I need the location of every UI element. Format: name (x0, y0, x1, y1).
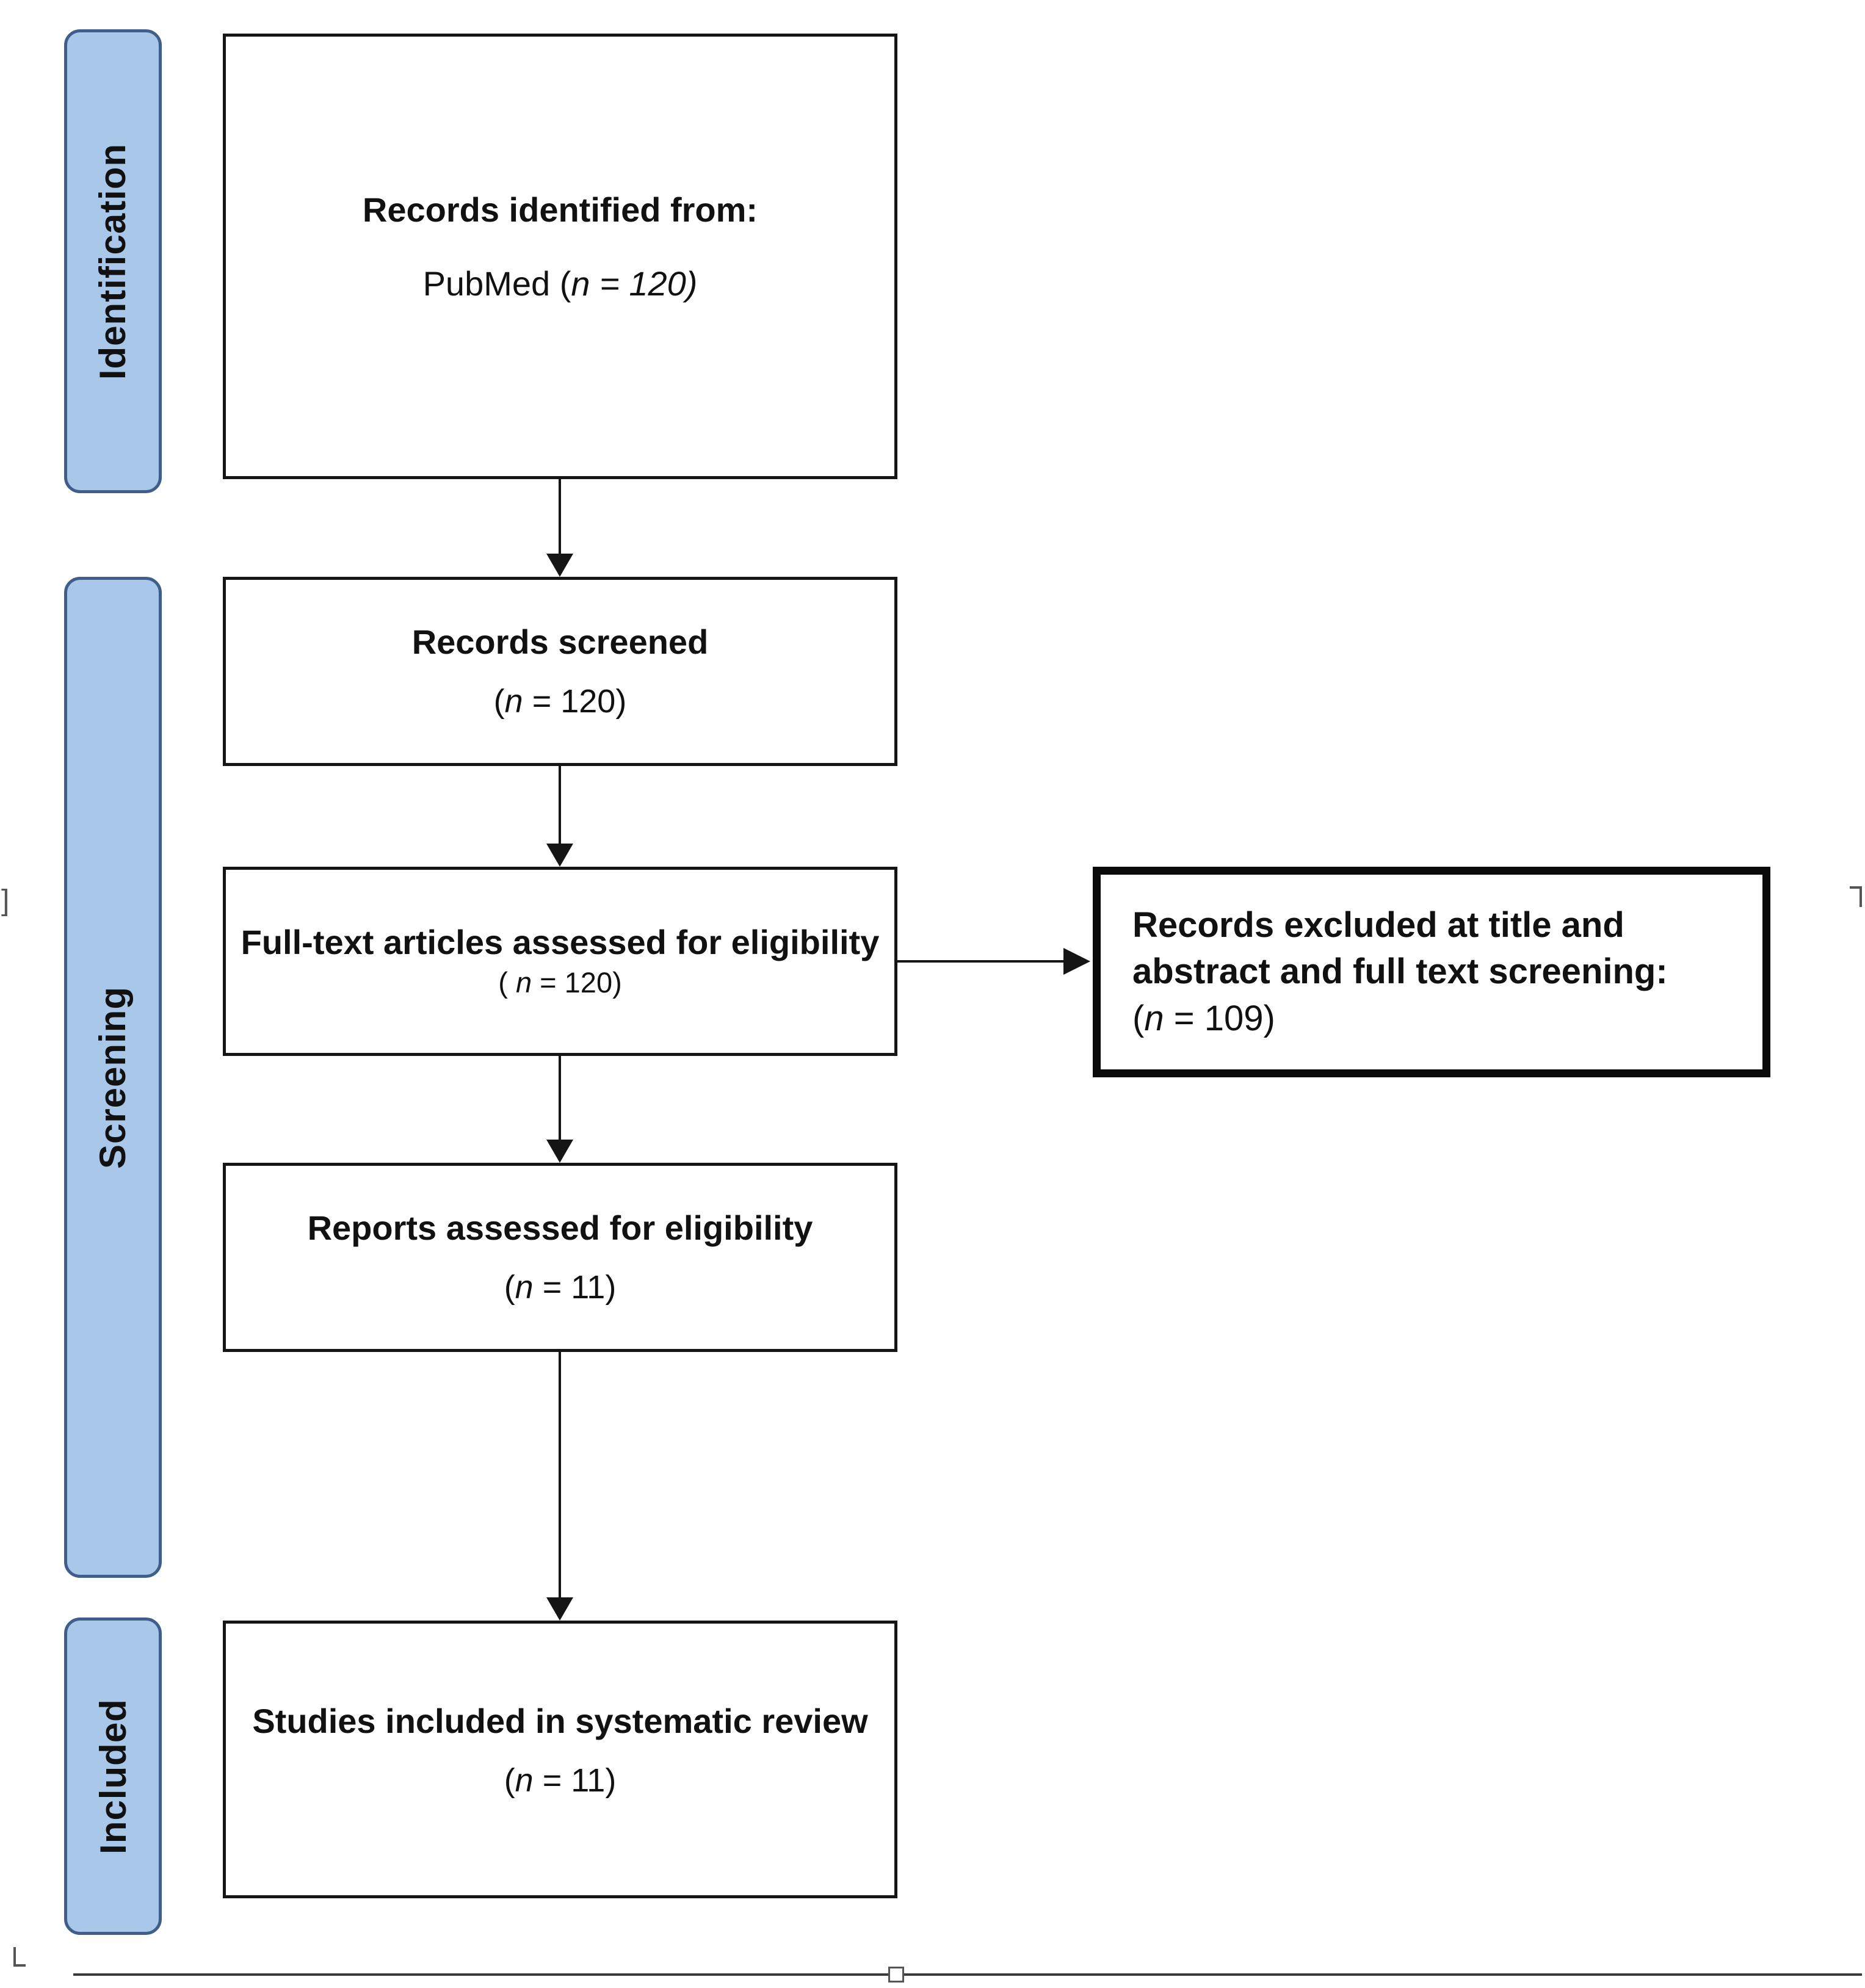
count-value: = 11) (533, 1269, 617, 1306)
count-open: ( (504, 1762, 515, 1799)
records-identified-detail (423, 264, 698, 303)
count-n: n (515, 966, 532, 999)
count-n: n (515, 1762, 534, 1799)
stage-screening-label: Screening (92, 986, 134, 1169)
count-open: ( (493, 683, 505, 720)
arrow-identified-to-screened-head (546, 554, 573, 577)
arrow-fulltext-to-reports-line (559, 1056, 561, 1141)
records-identified-source: PubMed ( (422, 264, 571, 303)
fulltext-assessed-box (223, 867, 897, 1056)
records-excluded-title: Records excluded at title and abstract and full text screening: (1132, 905, 1668, 992)
stage-included (64, 1618, 162, 1935)
studies-included-title: Studies included in systematic review (252, 1701, 868, 1740)
bottom-rule (73, 1973, 1862, 1976)
arrow-reports-to-included-head (546, 1597, 573, 1621)
stage-screening (64, 577, 162, 1578)
studies-included-box (223, 1621, 897, 1898)
arrow-screened-to-fulltext-head (546, 844, 573, 867)
arrow-fulltext-to-excluded-line (897, 960, 1063, 963)
count-open: ( (1132, 998, 1145, 1038)
count-n: n (504, 683, 523, 720)
reports-assessed-box (223, 1163, 897, 1352)
records-screened-count (494, 682, 627, 721)
stage-included-label: Included (92, 1698, 134, 1854)
studies-included-count (504, 1761, 617, 1801)
fulltext-assessed-count (498, 966, 622, 1000)
records-identified-count: n = 120) (571, 264, 698, 303)
reports-assessed-count (504, 1268, 617, 1307)
crop-mark-bottom-left (13, 1947, 26, 1967)
stage-identification (64, 29, 162, 493)
count-value: = 109) (1164, 998, 1275, 1038)
count-value: = 11) (533, 1762, 617, 1799)
records-identified-box (223, 34, 897, 479)
arrow-screened-to-fulltext-line (559, 766, 561, 845)
records-identified-title: Records identified from: (362, 190, 758, 229)
count-open: ( (498, 966, 516, 999)
records-excluded-text (1132, 902, 1683, 1043)
count-n: n (515, 1269, 534, 1306)
crop-mark-left: ] (1, 884, 10, 917)
stage-identification-label: Identification (92, 143, 134, 380)
count-open: ( (504, 1269, 515, 1306)
arrow-fulltext-to-reports-head (546, 1140, 573, 1163)
arrow-reports-to-included-line (559, 1352, 561, 1599)
selection-handle (888, 1967, 904, 1983)
count-n: n (1144, 998, 1164, 1038)
arrow-fulltext-to-excluded-head (1063, 948, 1090, 975)
arrow-identified-to-screened-line (559, 479, 561, 555)
reports-assessed-title: Reports assessed for eligibility (307, 1209, 813, 1247)
fulltext-assessed-title: Full-text articles assessed for eligibility (241, 922, 880, 961)
count-value: = 120) (523, 683, 627, 720)
count-value: = 120) (532, 966, 622, 999)
crop-mark-right (1850, 886, 1862, 907)
records-screened-box (223, 577, 897, 766)
records-screened-title: Records screened (411, 623, 709, 661)
records-excluded-box (1093, 867, 1770, 1077)
